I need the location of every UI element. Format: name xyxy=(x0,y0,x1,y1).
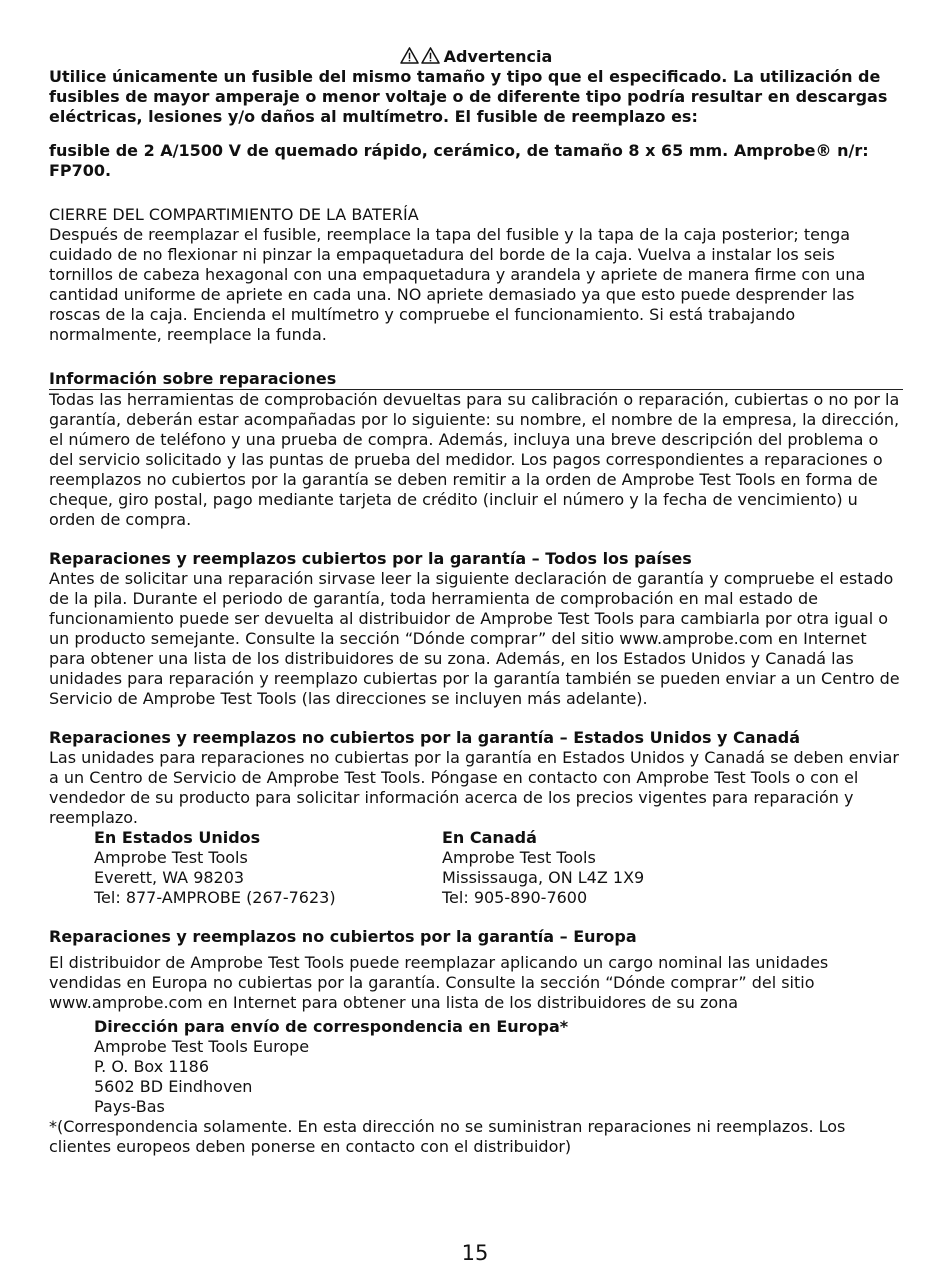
warning-title: Advertencia xyxy=(443,47,553,66)
address-line: Tel: 905-890-7600 xyxy=(442,888,588,907)
page-number: 15 xyxy=(461,1241,489,1265)
warning-triangle-icon xyxy=(400,47,419,64)
address-line: Pays-Bas xyxy=(94,1097,165,1116)
address-us xyxy=(94,828,442,908)
address-line: Amprobe Test Tools xyxy=(442,848,596,867)
nonwarranty-na-heading: Reparaciones y reemplazos no cubiertos por la garantía – Estados Unidos y Canadá xyxy=(49,728,801,747)
warning-body: Utilice únicamente un fusible del mismo tamaño y tipo que el especificado. La utilización de fusibles de mayor amperaje o menor voltaje o de diferente tipo podría resultar en descargas eléctricas, lesiones y/o daños al multímetro. El fusible de reemplazo es: xyxy=(49,67,888,126)
repairs-body: Todas las herramientas de comprobación devueltas para su calibración o reparación, cubiertas o no por la garantía, deberán estar acompañadas por lo siguiente: su nombre, el nombre de la empresa, la dirección, el número de teléfono y una prueba de compra. Además, incluya una breve descripción del problema o del servicio solicitado y las puntas de prueba del medidor. Los pagos correspondientes a reparaciones o reemplazos no cubiertos por la garantía se deben remitir a la orden de Amprobe Test Tools en forma de cheque, giro postal, pago mediante tarjeta de crédito (incluir el número y la fecha de vencimiento) u orden de compra. xyxy=(49,390,900,529)
address-canada-heading: En Canadá xyxy=(442,828,537,847)
repairs-section-title: Información sobre reparaciones xyxy=(49,369,903,390)
warranty-all-heading: Reparaciones y reemplazos cubiertos por la garantía – Todos los países xyxy=(49,549,692,568)
warning-icons xyxy=(400,47,440,64)
fuse-spec: fusible de 2 A/1500 V de quemado rápido, cerámico, de tamaño 8 x 65 mm. Amprobe® n/r: FP700. xyxy=(49,141,869,180)
address-table xyxy=(49,828,903,908)
address-line: P. O. Box 1186 xyxy=(94,1057,209,1076)
battery-body: Después de reemplazar el fusible, reemplace la tapa del fusible y la tapa de la caja posterior; tenga cuidado de no flexionar ni pinzar la empaquetadura del borde de la caja. Vuelva a instalar los seis tornillos de cabeza hexagonal con una empaquetadura y arandela y apriete de manera firme con una cantidad uniforme de apriete en cada una. NO apriete demasiado ya que esto puede desprender las roscas de la caja. Encienda el multímetro y compruebe el funcionamiento. Si está trabajando normalmente, reemplace la funda. xyxy=(49,225,866,344)
address-canada xyxy=(442,828,790,908)
address-line: Mississauga, ON L4Z 1X9 xyxy=(442,868,645,887)
nonwarranty-eu-heading: Reparaciones y reemplazos no cubiertos por la garantía – Europa xyxy=(49,927,637,946)
address-line: Amprobe Test Tools xyxy=(94,848,248,867)
manual-page xyxy=(49,47,903,1157)
warning-heading xyxy=(49,47,903,67)
address-line: Amprobe Test Tools Europe xyxy=(94,1037,310,1056)
battery-heading: CIERRE DEL COMPARTIMIENTO DE LA BATERÍA xyxy=(49,205,419,224)
address-europe-heading: Dirección para envío de correspondencia en Europa* xyxy=(94,1017,569,1036)
warranty-all-body: Antes de solicitar una reparación sirvase leer la siguiente declaración de garantía y compruebe el estado de la pila. Durante el periodo de garantía, toda herramienta de comprobación en mal estado de funcionamiento puede ser devuelta al distribuidor de Amprobe Test Tools para cambiarla por otra igual o un producto semejante. Consulte la sección “Dónde comprar” del sitio www.amprobe.com en Internet para obtener una lista de los distribuidores de su zona. Además, en los Estados Unidos y Canadá las unidades para reparación y reemplazo cubiertas por la garantía también se pueden enviar a un Centro de Servicio de Amprobe Test Tools (las direcciones se incluyen más adelante). xyxy=(49,569,900,708)
address-line: Tel: 877-AMPROBE (267-7623) xyxy=(94,888,336,907)
nonwarranty-na-body: Las unidades para reparaciones no cubiertas por la garantía en Estados Unidos y Canadá se deben enviar a un Centro de Servicio de Amprobe Test Tools. Póngase en contacto con Amprobe Test Tools o con el vendedor de su producto para solicitar información acerca de los precios vigentes para reparación y reemplazo. xyxy=(49,748,899,827)
address-line: 5602 BD Eindhoven xyxy=(94,1077,253,1096)
europe-footnote: *(Correspondencia solamente. En esta dirección no se suministran reparaciones ni reemplazos. Los clientes europeos deben ponerse en contacto con el distribuidor) xyxy=(49,1117,846,1156)
address-europe xyxy=(49,1017,903,1117)
nonwarranty-eu-body: El distribuidor de Amprobe Test Tools puede reemplazar aplicando un cargo nominal las unidades vendidas en Europa no cubiertas por la garantía. Consulte la sección “Dónde comprar” del sitio www.amprobe.com en Internet para obtener una lista de los distribuidores de su zona xyxy=(49,953,829,1012)
address-line: Everett, WA 98203 xyxy=(94,868,245,887)
warning-triangle-icon xyxy=(421,47,440,64)
address-us-heading: En Estados Unidos xyxy=(94,828,261,847)
